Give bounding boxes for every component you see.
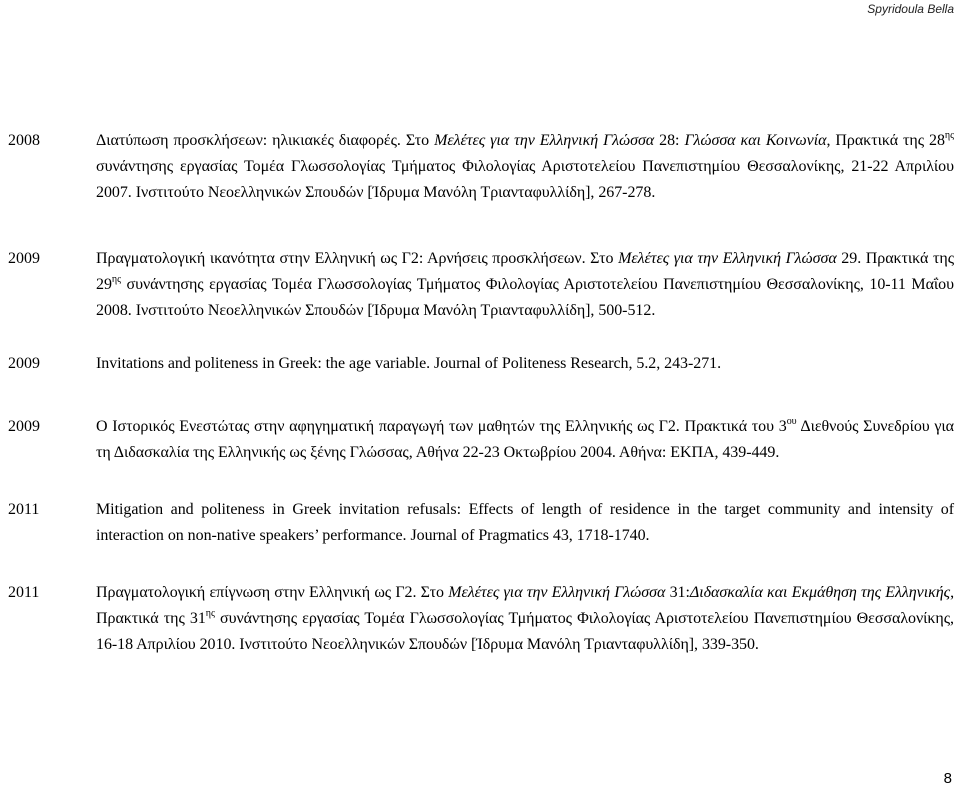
citation-text: συνάντησης εργασίας Τομέα Γλωσσολογίας Τμήματος Φιλολογίας Αριστοτελείου Πανεπιστημίου Θεσσαλονίκης, 16-18 Απριλίου 2010. Ινστιτούτο Νεοελληνικών Σπουδών [Ίδρυμα Μανόλη Τριανταφυλλίδη], 339-350.	[96, 610, 954, 653]
italic-title: Διδασκαλία και Εκμάθηση της Ελληνικής	[689, 584, 951, 601]
publication-citation	[96, 414, 954, 466]
publication-citation	[96, 497, 954, 549]
citation-text: Διατύπωση προσκλήσεων: ηλικιακές διαφορές. Στο	[96, 132, 435, 149]
italic-title: Μελέτες για την Ελληνική Γλώσσα	[448, 584, 666, 601]
citation-text: συνάντησης εργασίας Τομέα Γλωσσολογίας Τμήματος Φιλολογίας Αριστοτελείου Πανεπιστημίου Θεσσαλονίκης, 21-22 Απριλίου 2007. Ινστιτούτο Νεοελληνικών Σπουδών [Ίδρυμα Μανόλη Τριανταφυλλίδη], 267-278.	[96, 158, 954, 201]
italic-title: Μελέτες για την Ελληνική Γλώσσα	[618, 250, 837, 267]
header-author-name: Spyridoula Bella	[867, 2, 954, 16]
publication-year: 2011	[8, 501, 40, 518]
citation-text: Πραγματολογική ικανότητα στην Ελληνική ως Γ2: Αρνήσεις προσκλήσεων. Στο	[96, 250, 619, 267]
publication-citation	[96, 580, 954, 658]
publication-year: 2009	[8, 418, 40, 435]
citation-text: , Πρακτικά της 28	[826, 132, 945, 149]
italic-title: Γλώσσα και Κοινωνία	[684, 132, 827, 149]
citation-text: 28:	[654, 132, 685, 149]
citation-text: Διεθνούς Συνεδρίου για τη Διδασκαλία της Ελληνικής ως ξένης Γλώσσας, Αθήνα 22-23 Οκτωβρίου 2004. Αθήνα: ΕΚΠΑ, 439-449.	[96, 418, 954, 461]
publication-citation	[96, 246, 954, 324]
publication-citation	[96, 128, 954, 206]
ordinal-superscript: ης	[111, 274, 121, 285]
publication-year: 2011	[8, 584, 40, 601]
citation-text: συνάντησης εργασίας Τομέα Γλωσσολογίας Τμήματος Φιλολογίας Αριστοτελείου Πανεπιστημίου Θεσσαλονίκης, 10-11 Μαΐου 2008. Ινστιτούτο Νεοελληνικών Σπουδών [Ίδρυμα Μανόλη Τριανταφυλλίδη], 500-512.	[96, 276, 954, 319]
publication-year: 2009	[8, 250, 40, 267]
publication-citation	[96, 351, 954, 377]
citation-text: Invitations and politeness in Greek: the age variable. Journal of Politeness Research, 5.2, 243-271.	[96, 355, 722, 372]
citation-text: Mitigation and politeness in Greek invitation refusals: Effects of length of residence in the target community and intensity of interaction on non-native speakers’ performance. Journal of Pragmatics 43, 1718-1740.	[96, 501, 954, 544]
citation-text: 29. Πρακτικά της 29	[96, 250, 954, 293]
citation-text: Ο Ιστορικός Ενεστώτας στην αφηγηματική παραγωγή των μαθητών της Ελληνικής ως Γ2. Πρακτικά του 3	[96, 418, 787, 435]
citation-text: 31:	[665, 584, 690, 601]
page-number: 8	[943, 770, 952, 787]
publication-year: 2009	[8, 355, 40, 372]
publication-year: 2008	[8, 132, 40, 149]
ordinal-superscript: ης	[205, 608, 215, 619]
ordinal-superscript: ης	[944, 130, 954, 141]
citation-text: , Πρακτικά της 31	[96, 584, 955, 627]
citation-text: Πραγματολογική επίγνωση στην Ελληνική ως Γ2. Στο	[96, 584, 449, 601]
ordinal-superscript: ου	[786, 416, 797, 427]
italic-title: Μελέτες για την Ελληνική Γλώσσα	[434, 132, 655, 149]
